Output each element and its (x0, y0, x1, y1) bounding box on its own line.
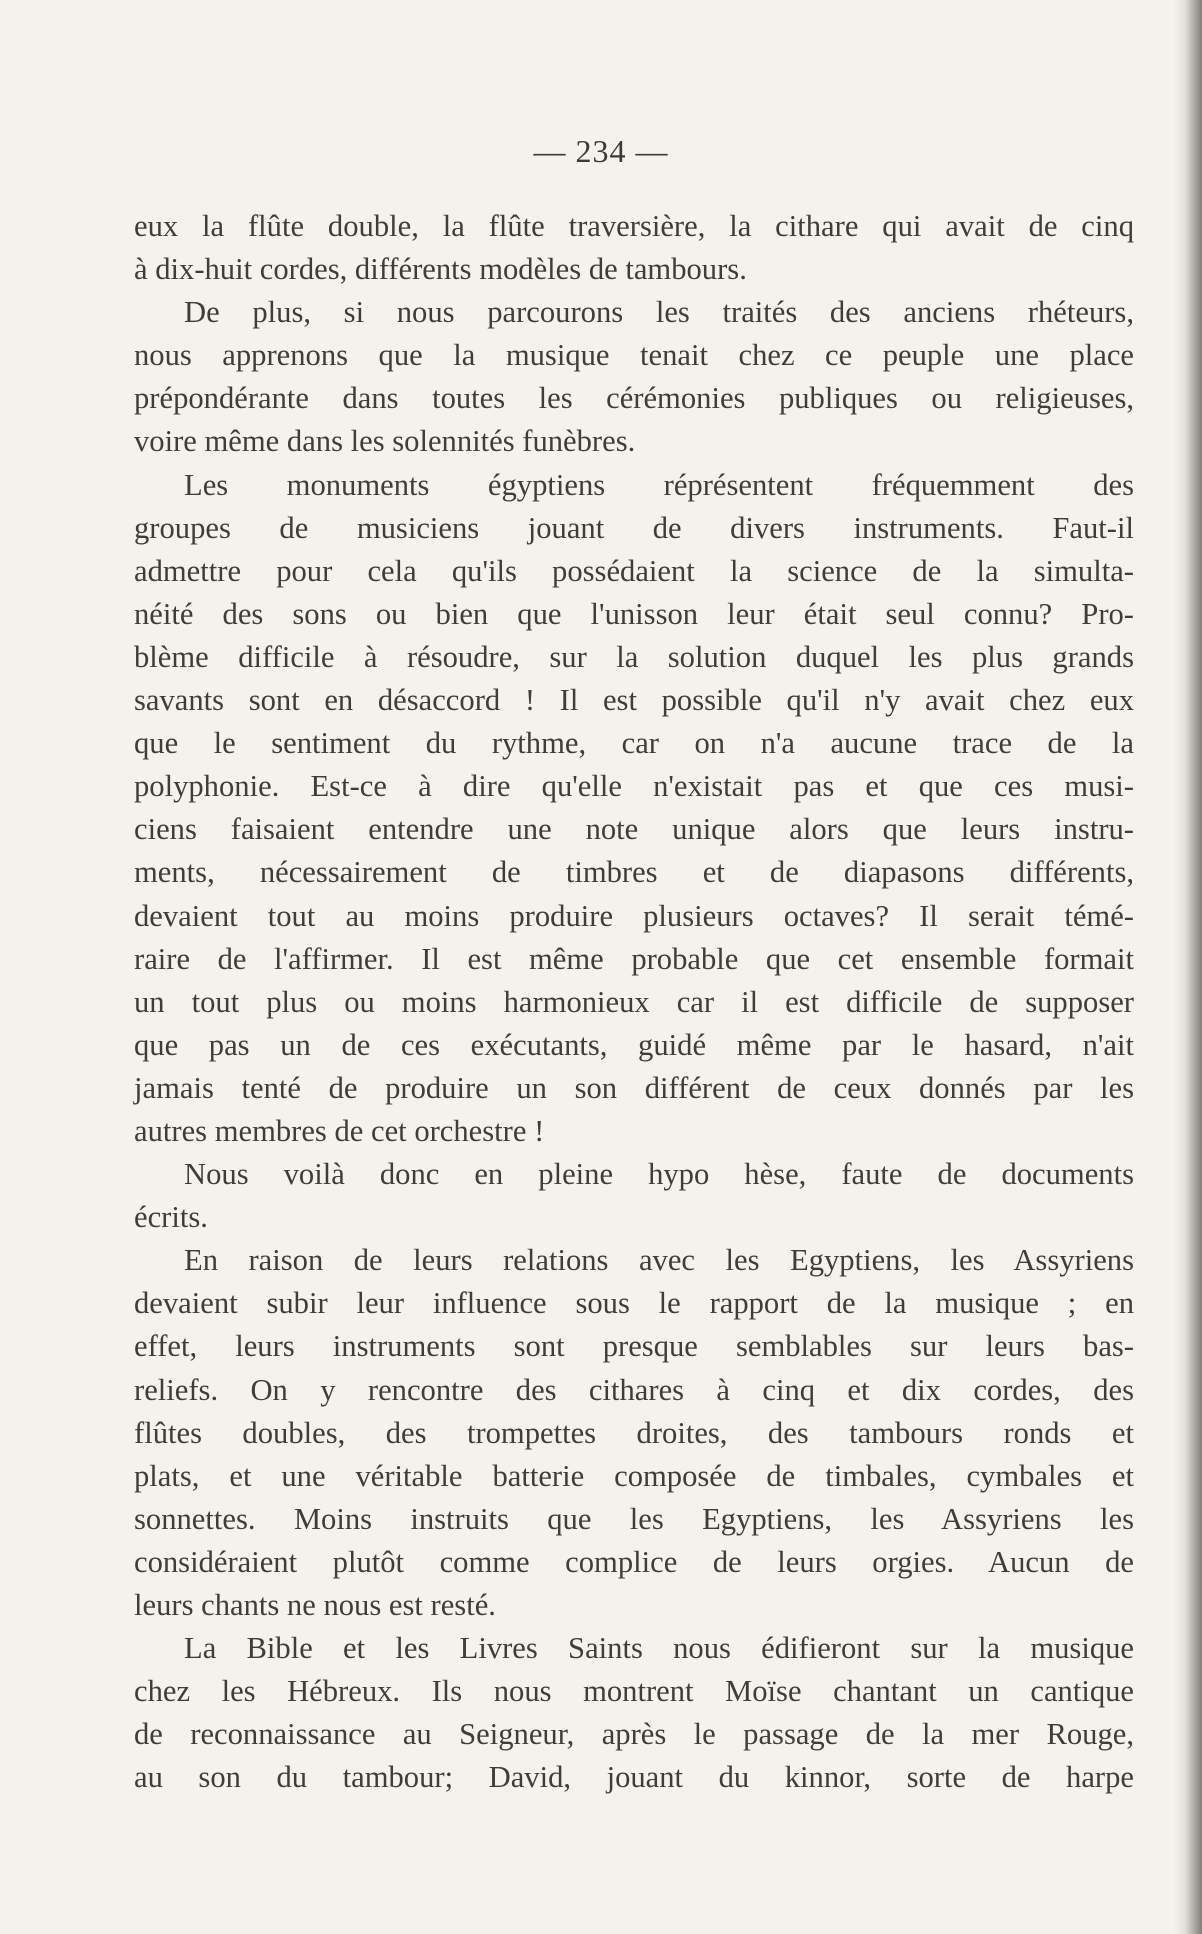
text-line: reliefs. On y rencontre des cithares à cinq et dix cordes, des (134, 1372, 1134, 1407)
text-line: Les monuments égyptiens réprésentent fréquemment des (184, 467, 1134, 502)
text-line: De plus, si nous parcourons les traités des anciens rhéteurs, (184, 295, 1134, 330)
text-line: chez les Hébreux. Ils nous montrent Moïse chantant un cantique (134, 1674, 1134, 1709)
paragraph (134, 1239, 1134, 1627)
paragraph (134, 205, 1134, 291)
text-line: groupes de musiciens jouant de divers instruments. Faut-il (134, 510, 1134, 545)
text-line: que pas un de ces exécutants, guidé même par le hasard, n'ait (134, 1027, 1134, 1062)
text-line: néité des sons ou bien que l'unisson leur était seul connu? Pro- (134, 596, 1134, 631)
text-line: La Bible et les Livres Saints nous édifieront sur la musique (184, 1631, 1134, 1666)
text-line: savants sont en désaccord ! Il est possible qu'il n'y avait chez eux (134, 683, 1134, 718)
text-line: flûtes doubles, des trompettes droites, des tambours ronds et (134, 1415, 1134, 1450)
text-line: plats, et une véritable batterie composée de timbales, cymbales et (134, 1458, 1134, 1493)
text-line: à dix-huit cordes, différents modèles de tambours. (134, 252, 747, 287)
text-line: prépondérante dans toutes les cérémonies publiques ou religieuses, (134, 381, 1134, 416)
paragraph (134, 291, 1134, 463)
paragraph (134, 1627, 1134, 1799)
text-line: au son du tambour; David, jouant du kinnor, sorte de harpe (134, 1760, 1134, 1795)
text-line: devaient subir leur influence sous le rapport de la musique ; en (134, 1286, 1134, 1321)
text-line: leurs chants ne nous est resté. (134, 1588, 496, 1622)
text-line: considéraient plutôt comme complice de leurs orgies. Aucun de (134, 1544, 1134, 1579)
text-line: sonnettes. Moins instruits que les Egyptiens, les Assyriens les (134, 1501, 1134, 1536)
text-line: admettre pour cela qu'ils possédaient la science de la simulta- (134, 553, 1134, 588)
body-text (134, 205, 1134, 1799)
text-line: jamais tenté de produire un son différent de ceux donnés par les (134, 1070, 1134, 1105)
text-line: devaient tout au moins produire plusieurs octaves? Il serait témé- (134, 898, 1134, 933)
text-line: polyphonie. Est-ce à dire qu'elle n'existait pas et que ces musi- (134, 769, 1134, 804)
text-line: ments, nécessairement de timbres et de diapasons différents, (134, 855, 1134, 890)
text-line: un tout plus ou moins harmonieux car il est difficile de supposer (134, 984, 1134, 1019)
text-line: autres membres de cet orchestre ! (134, 1113, 545, 1148)
text-line: que le sentiment du rythme, car on n'a aucune trace de la (134, 726, 1134, 761)
text-line: effet, leurs instruments sont presque semblables sur leurs bas- (134, 1329, 1134, 1364)
text-line: nous apprenons que la musique tenait chez ce peuple une place (134, 338, 1134, 373)
text-line: Nous voilà donc en pleine hypo hèse, faute de documents (184, 1157, 1134, 1192)
text-line: raire de l'affirmer. Il est même probable que cet ensemble formait (134, 941, 1134, 976)
text-line: de reconnaissance au Seigneur, après le passage de la mer Rouge, (134, 1717, 1134, 1752)
text-line: écrits. (134, 1200, 208, 1235)
paragraph (134, 464, 1134, 1154)
text-line: eux la flûte double, la flûte traversière, la cithare qui avait de cinq (134, 209, 1134, 243)
text-line: ciens faisaient entendre une note unique alors que leurs instru- (134, 812, 1134, 847)
text-line: En raison de leurs relations avec les Egyptiens, les Assyriens (184, 1243, 1134, 1278)
text-line: voire même dans les solennités funèbres. (134, 424, 636, 459)
page-number: — 234 — (533, 133, 669, 169)
page-edge-shadow (1174, 0, 1202, 1934)
paragraph (134, 1153, 1134, 1239)
text-line: blème difficile à résoudre, sur la solution duquel les plus grands (134, 639, 1134, 674)
